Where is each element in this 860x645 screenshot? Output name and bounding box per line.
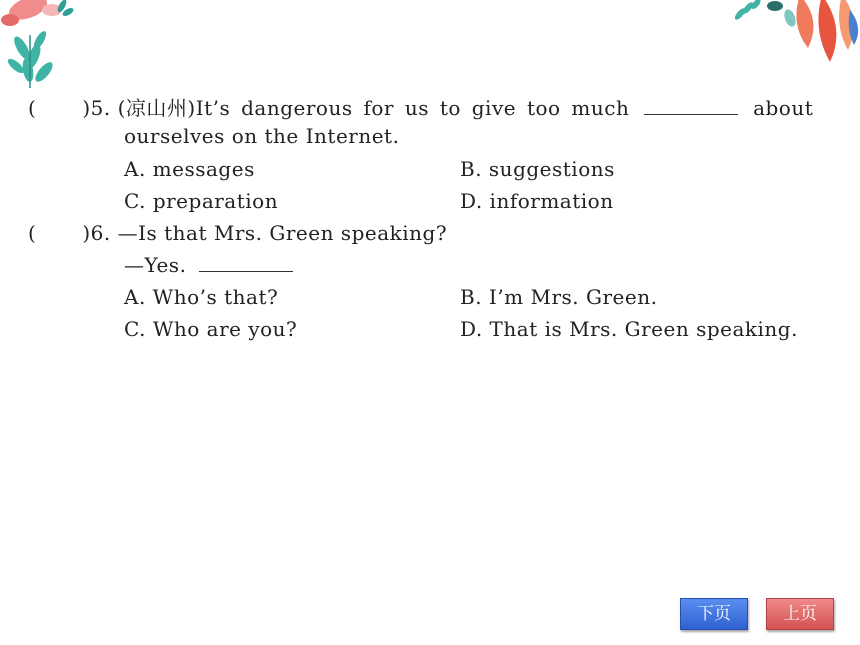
leaf-decoration-top-right: [730, 0, 860, 70]
answer-paren-open-5: (: [28, 96, 37, 120]
option-text: information: [489, 189, 614, 213]
next-page-button[interactable]: 下页: [680, 598, 748, 630]
option-6-C[interactable]: [124, 317, 297, 341]
previous-page-button[interactable]: 上页: [766, 598, 834, 630]
leaf-decoration-top-left: [0, 0, 80, 95]
question-5-stem-start: It’s dangerous for us to give too much: [195, 96, 630, 120]
answer-paren-open-6: (: [28, 221, 37, 245]
fill-in-blank-6[interactable]: [199, 271, 293, 272]
option-text: I’m Mrs. Green.: [488, 285, 658, 309]
answer-paren-close-6: ): [82, 221, 91, 245]
option-letter: B.: [460, 157, 483, 181]
option-letter: C.: [124, 189, 146, 213]
question-5-stem-end: about: [753, 96, 814, 120]
question-5-line-2: ourselves on the Internet.: [124, 124, 400, 148]
option-letter: C.: [124, 317, 146, 341]
option-text: messages: [152, 157, 255, 181]
option-text: Who are you?: [152, 317, 298, 341]
fill-in-blank-5[interactable]: [644, 114, 738, 115]
option-6-D[interactable]: [460, 317, 798, 341]
question-number-6: 6.: [90, 221, 111, 245]
option-letter: A.: [124, 285, 146, 309]
option-6-A[interactable]: [124, 285, 278, 309]
question-5-line-1: [28, 92, 813, 121]
question-source-5: (凉山州): [117, 96, 196, 120]
option-text: Who’s that?: [152, 285, 279, 309]
option-5-C[interactable]: [124, 189, 278, 213]
question-6-line-2: [124, 253, 293, 277]
question-6-dialogue-1: —Is that Mrs. Green speaking?: [117, 221, 448, 245]
option-letter: B.: [460, 285, 483, 309]
answer-paren-close-5: ): [82, 96, 91, 120]
option-letter: A.: [124, 157, 146, 181]
option-text: preparation: [152, 189, 279, 213]
option-text: That is Mrs. Green speaking.: [489, 317, 798, 341]
option-letter: D.: [460, 317, 483, 341]
question-6-line-1: [28, 221, 447, 245]
option-6-B[interactable]: [460, 285, 657, 309]
option-5-B[interactable]: [460, 157, 615, 181]
option-5-D[interactable]: [460, 189, 614, 213]
option-letter: D.: [460, 189, 483, 213]
option-5-A[interactable]: [124, 157, 255, 181]
option-text: suggestions: [488, 157, 615, 181]
question-6-dialogue-2: —Yes.: [124, 253, 187, 277]
question-number-5: 5.: [90, 96, 111, 120]
